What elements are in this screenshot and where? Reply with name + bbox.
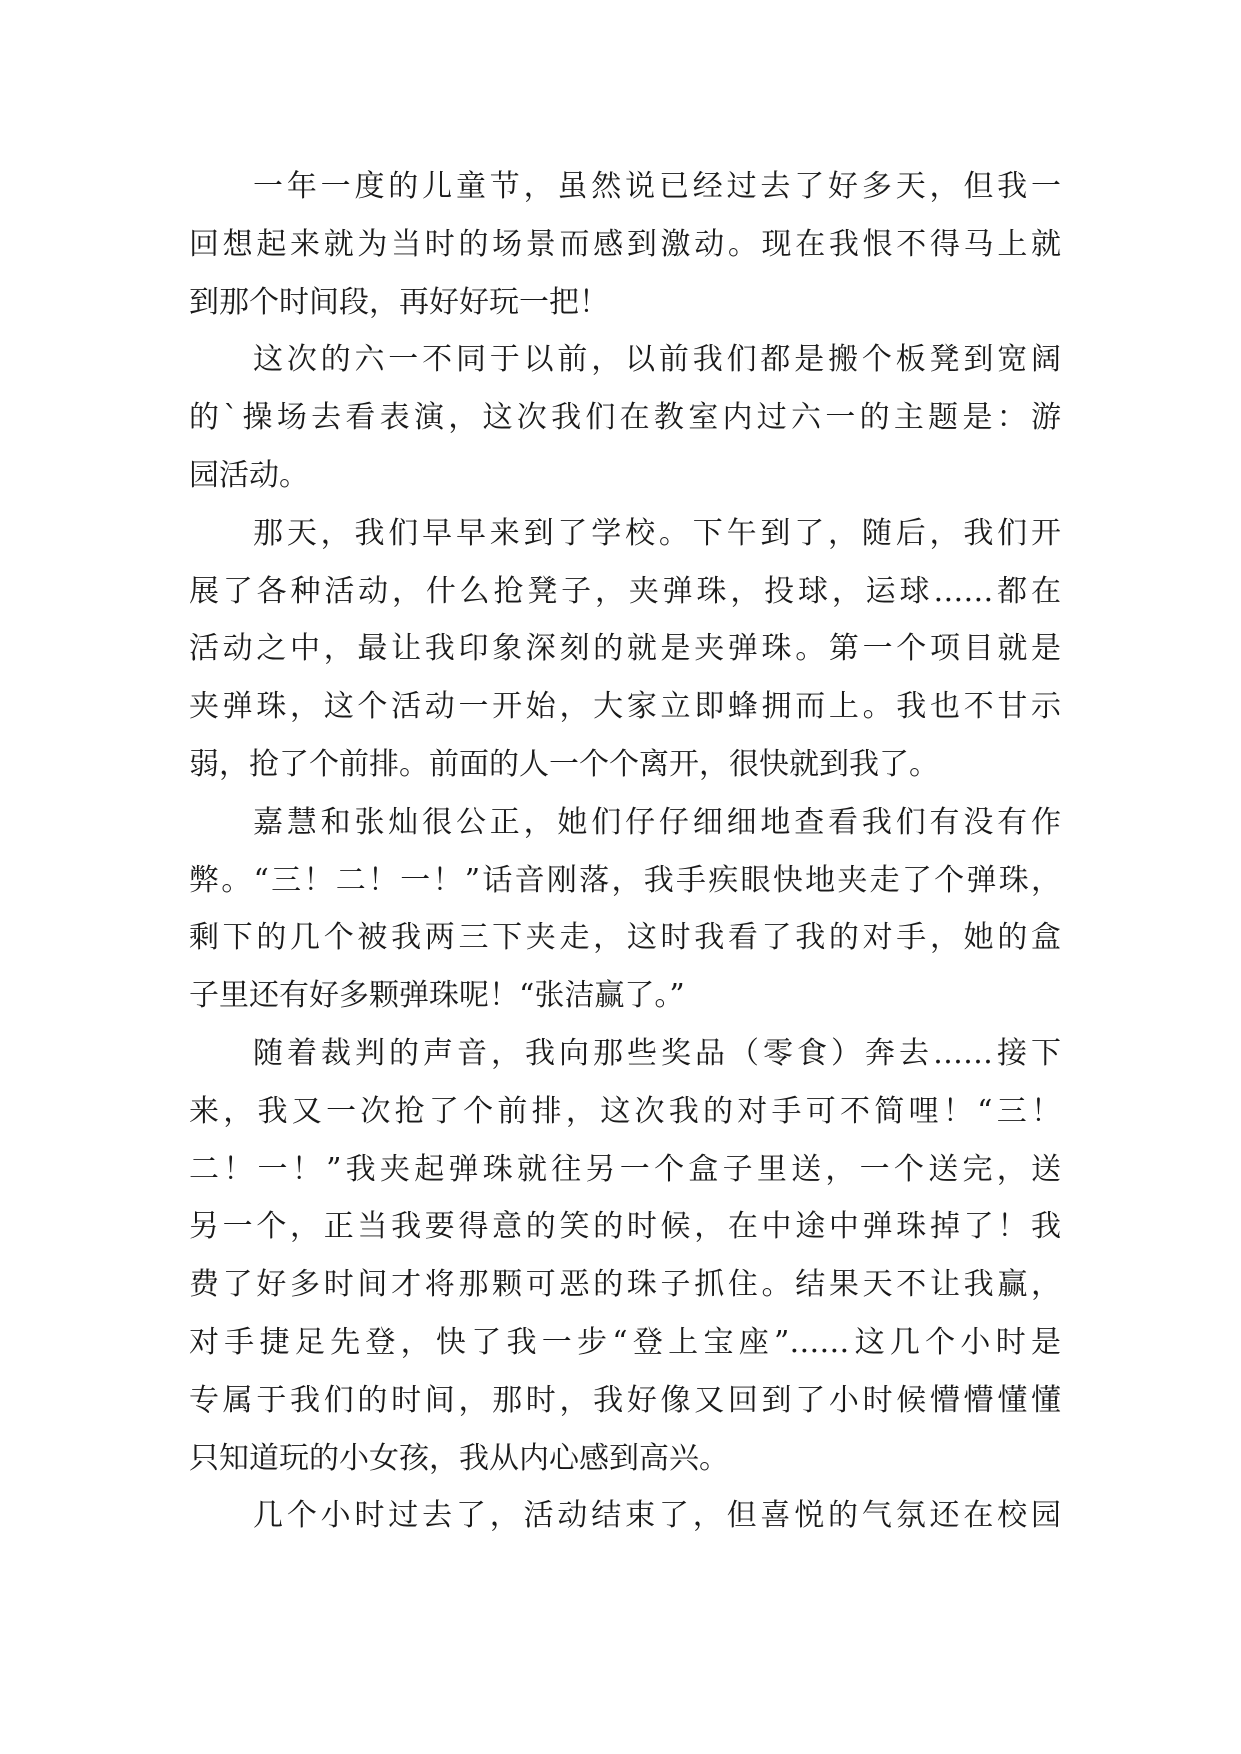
paragraph (189, 1025, 1061, 1487)
paragraph (189, 505, 1061, 794)
text-line: 二！一！”我夹起弹珠就往另一个盒子里送，一个送完，送 (189, 1151, 1061, 1187)
paragraph (189, 331, 1061, 504)
text-line: 夹弹珠，这个活动一开始，大家立即蜂拥而上。我也不甘示 (189, 689, 1061, 725)
text-line: 另一个，正当我要得意的笑的时候，在中途中弹珠掉了！我 (189, 1209, 1061, 1245)
paragraph (189, 158, 1061, 331)
text-line: 只知道玩的小女孩，我从内心感到高兴。 (189, 1440, 729, 1476)
text-line: 回想起来就为当时的场景而感到激动。现在我恨不得马上就 (189, 226, 1061, 262)
text-line: 一年一度的儿童节，虽然说已经过去了好多天，但我一 (253, 169, 1061, 204)
text-line: 子里还有好多颗弹珠呢！“张洁赢了。” (189, 978, 685, 1014)
text-line: 到那个时间段，再好好玩一把！ (189, 284, 609, 320)
text-line: 那天，我们早早来到了学校。下午到了，随后，我们开 (253, 515, 1061, 551)
text-line: 来，我又一次抢了个前排，这次我的对手可不简哩！“三！ (189, 1093, 1061, 1129)
text-line: 嘉慧和张灿很公正，她们仔仔细细地查看我们有没有作 (253, 804, 1061, 840)
text-line: 的`操场去看表演，这次我们在教室内过六一的主题是：游 (189, 400, 1061, 436)
text-line: 对手捷足先登，快了我一步“登上宝座”……这几个小时是 (189, 1324, 1061, 1360)
text-line: 弊。“三！二！一！”话音刚落，我手疾眼快地夹走了个弹珠， (189, 862, 1061, 898)
text-line: 园活动。 (189, 457, 309, 493)
paragraph (189, 794, 1061, 1025)
text-line: 随着裁判的声音，我向那些奖品（零食）奔去……接下 (253, 1035, 1061, 1071)
text-line: 费了好多时间才将那颗可恶的珠子抓住。结果天不让我赢， (189, 1267, 1061, 1303)
text-line: 剩下的几个被我两三下夹走，这时我看了我的对手，她的盒 (189, 920, 1061, 956)
text-line: 几个小时过去了，活动结束了，但喜悦的气氛还在校园 (253, 1498, 1061, 1534)
text-line: 专属于我们的时间，那时，我好像又回到了小时候懵懵懂懂 (189, 1382, 1061, 1418)
document-body (189, 158, 1061, 1545)
text-line: 弱，抢了个前排。前面的人一个个离开，很快就到我了。 (189, 746, 939, 782)
text-line: 这次的六一不同于以前，以前我们都是搬个板凳到宽阔 (253, 342, 1061, 378)
text-line: 活动之中，最让我印象深刻的就是夹弹珠。第一个项目就是 (189, 631, 1061, 667)
text-line: 展了各种活动，什么抢凳子，夹弹珠，投球，运球……都在 (189, 573, 1061, 609)
paragraph (189, 1487, 1061, 1545)
